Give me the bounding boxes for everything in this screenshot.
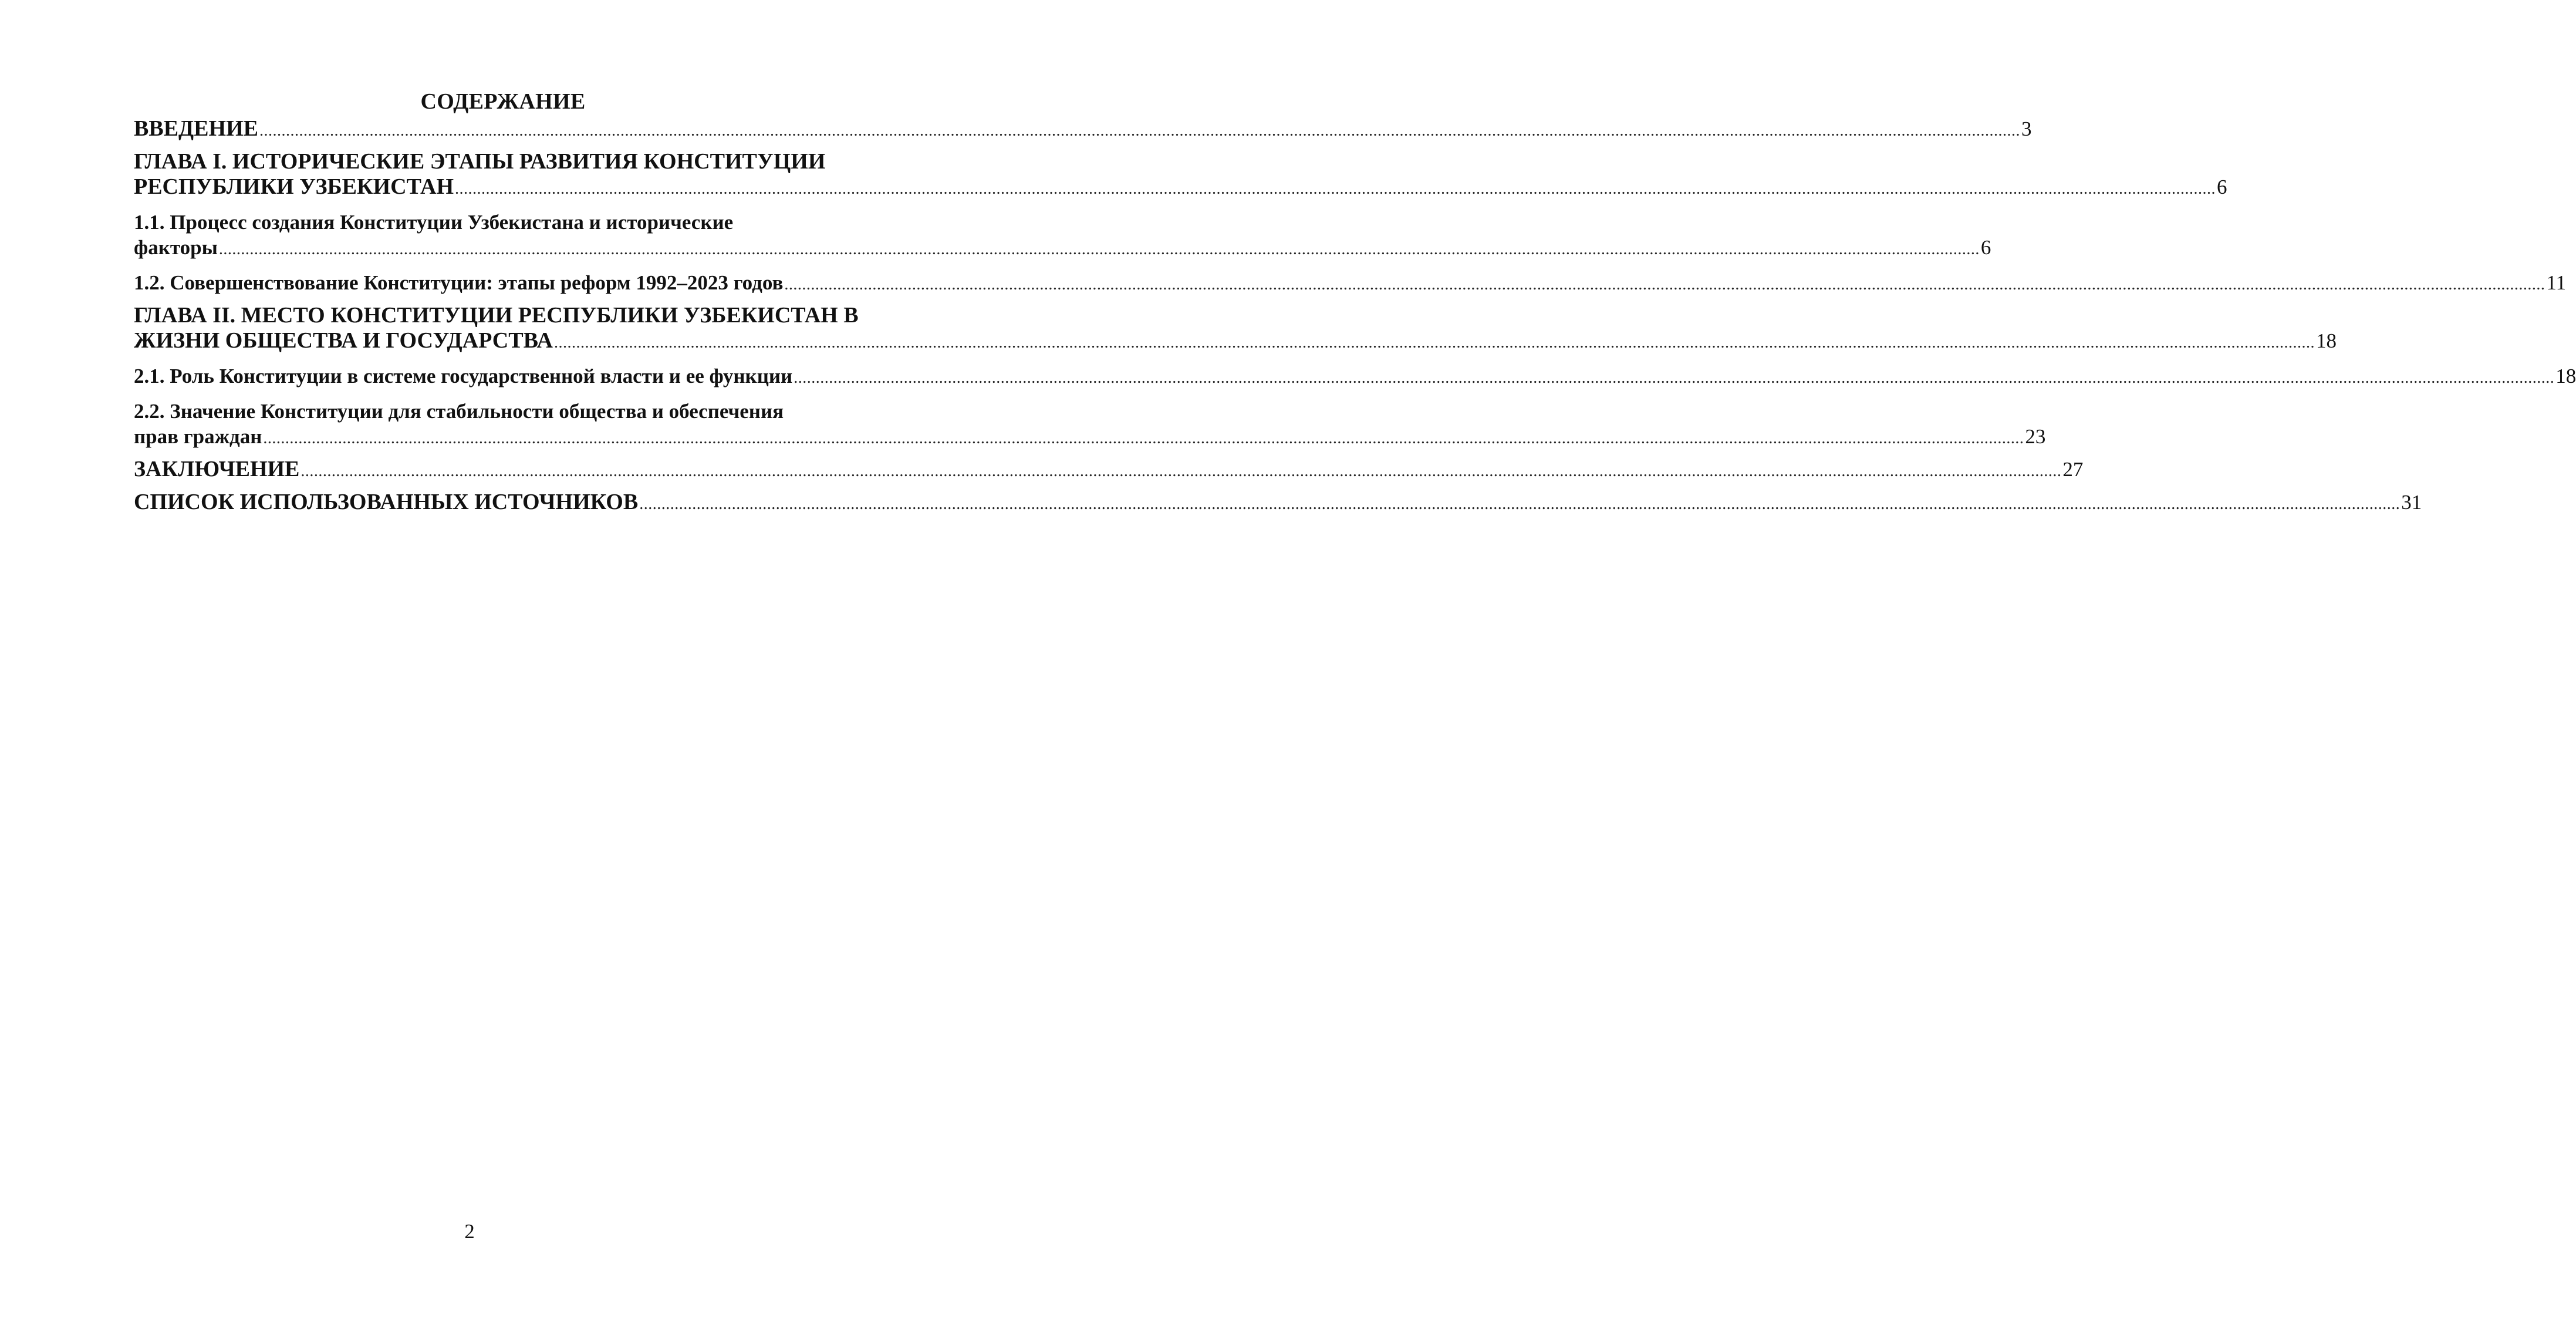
toc-entry-title: прав граждан	[134, 425, 262, 448]
toc-entry-section-1-2[interactable]	[134, 270, 2567, 297]
toc-entry-title: ЗАКЛЮЧЕНИЕ	[134, 457, 300, 481]
toc-entry-references[interactable]	[134, 490, 2422, 517]
toc-entry-section-2-1[interactable]	[134, 363, 2576, 390]
dot-leader: ................................................................................................................................................................................................................................................................................................................................................................................................................	[263, 429, 2024, 447]
toc-entry-section-1-1[interactable]	[134, 210, 1991, 262]
toc-page-number: 18	[2555, 365, 2576, 387]
dot-leader: ................................................................................................................................................................................................................................................................................................................................................................................................................	[794, 369, 2555, 387]
toc-entry-title: ЖИЗНИ ОБЩЕСТВА И ГОСУДАРСТВА	[134, 328, 553, 353]
toc-page-number: 27	[2062, 458, 2084, 481]
toc-entry-line	[134, 457, 2084, 484]
table-of-contents	[134, 88, 2576, 517]
toc-entry-title-line: ГЛАВА I. ИСТОРИЧЕСКИЕ ЭТАПЫ РАЗВИТИЯ КОНСТИТУЦИИ	[134, 149, 826, 174]
toc-entry-line	[134, 235, 1991, 262]
toc-entry-title: СПИСОК ИСПОЛЬЗОВАННЫХ ИСТОЧНИКОВ	[134, 490, 639, 514]
toc-page-number: 31	[2401, 491, 2422, 514]
dot-leader: ................................................................................................................................................................................................................................................................................................................................................................................................................	[455, 180, 2216, 198]
toc-page-number: 6	[1980, 236, 1991, 259]
toc-entry-line	[134, 116, 2032, 143]
toc-entry-line	[134, 270, 2567, 297]
toc-entry-introduction[interactable]	[134, 116, 2032, 143]
toc-entry-title-line: ГЛАВА II. МЕСТО КОНСТИТУЦИИ РЕСПУБЛИКИ УЗБЕКИСТАН В	[134, 303, 859, 328]
toc-entry-line	[134, 174, 2227, 201]
toc-entry-title-line: 1.1. Процесс создания Конституции Узбекистана и исторические	[134, 211, 734, 234]
toc-page-number: 3	[2021, 117, 2032, 140]
toc-entry-title: 2.1. Роль Конституции в системе государственной власти и ее функции	[134, 365, 793, 387]
toc-page-number: 23	[2025, 425, 2046, 448]
toc-entry-title: факторы	[134, 236, 218, 259]
toc-entry-title: РЕСПУБЛИКИ УЗБЕКИСТАН	[134, 174, 454, 199]
toc-entry-title: ВВЕДЕНИЕ	[134, 116, 258, 141]
toc-page-number: 18	[2315, 329, 2337, 352]
toc-entry-line	[134, 424, 2046, 451]
toc-entry-chapter-1[interactable]	[134, 149, 2227, 201]
dot-leader: ................................................................................................................................................................................................................................................................................................................................................................................................................	[259, 122, 2020, 140]
page-number: 2	[464, 1220, 475, 1243]
toc-entry-line	[134, 363, 2576, 390]
dot-leader: ................................................................................................................................................................................................................................................................................................................................................................................................................	[784, 275, 2545, 294]
toc-title: СОДЕРЖАНИЕ	[420, 89, 586, 114]
dot-leader: ................................................................................................................................................................................................................................................................................................................................................................................................................	[639, 495, 2401, 513]
toc-entry-title: 1.2. Совершенствование Конституции: этапы реформ 1992–2023 годов	[134, 271, 784, 294]
toc-page-number: 11	[2546, 271, 2567, 294]
toc-entry-conclusion[interactable]	[134, 457, 2084, 484]
toc-entry-chapter-2[interactable]	[134, 303, 2337, 355]
toc-entry-line	[134, 490, 2422, 517]
toc-entry-title-line: 2.2. Значение Конституции для стабильности общества и обеспечения	[134, 400, 784, 423]
toc-entry-section-2-2[interactable]	[134, 399, 2046, 451]
toc-entry-line	[134, 328, 2337, 355]
dot-leader: ................................................................................................................................................................................................................................................................................................................................................................................................................	[553, 333, 2315, 352]
dot-leader: ................................................................................................................................................................................................................................................................................................................................................................................................................	[301, 462, 2062, 480]
toc-page-number: 6	[2217, 176, 2227, 198]
dot-leader: ................................................................................................................................................................................................................................................................................................................................................................................................................	[218, 240, 1980, 258]
